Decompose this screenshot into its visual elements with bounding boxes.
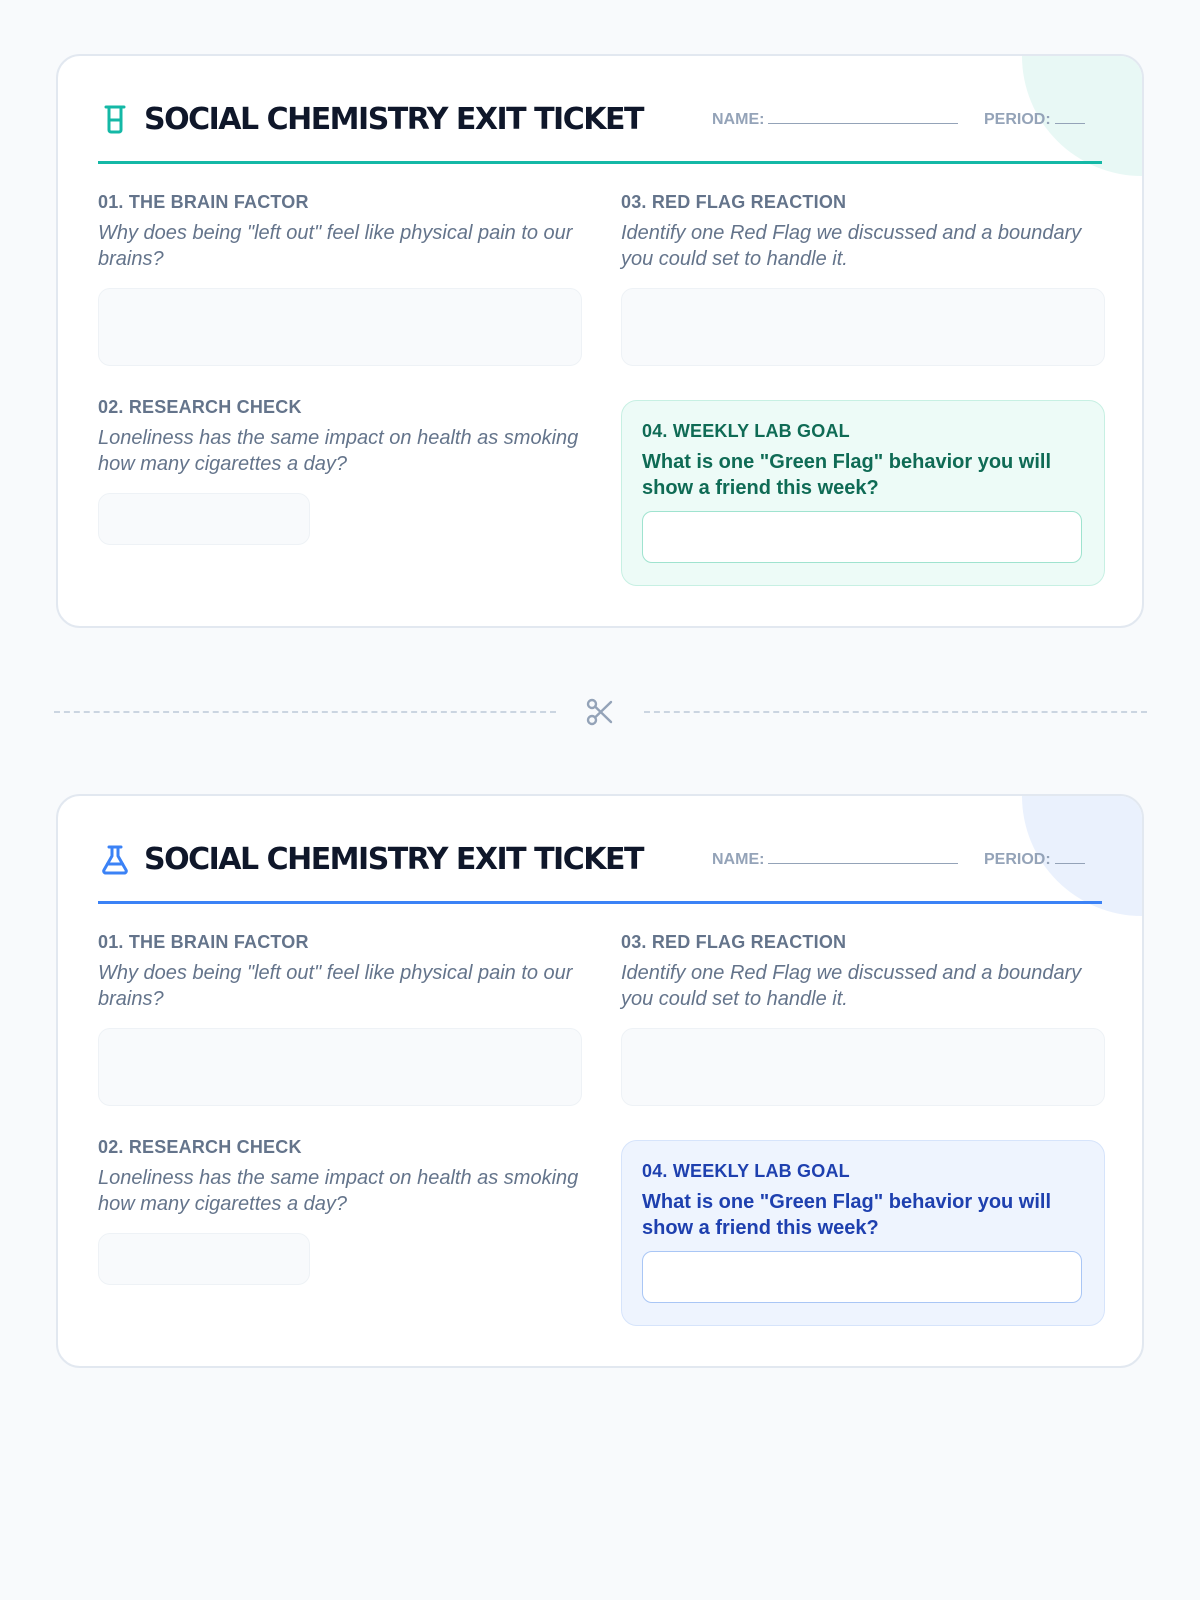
question-label: 01. THE BRAIN FACTOR xyxy=(98,932,309,952)
goal-answer-input[interactable] xyxy=(642,1251,1082,1303)
period-label: PERIOD: xyxy=(984,111,1051,128)
cut-line-left xyxy=(54,711,556,713)
name-label: NAME: xyxy=(712,851,765,868)
weekly-lab-goal-card xyxy=(621,400,1105,586)
ticket-title: SOCIAL CHEMISTRY EXIT TICKET xyxy=(144,842,643,877)
question-research-check xyxy=(98,1135,582,1285)
question-label: 02. RESEARCH CHECK xyxy=(98,397,302,417)
period-blank[interactable] xyxy=(1055,849,1085,864)
weekly-lab-goal-card xyxy=(621,1140,1105,1326)
question-label: 03. RED FLAG REACTION xyxy=(621,932,847,952)
period-label: PERIOD: xyxy=(984,851,1051,868)
answer-box[interactable] xyxy=(621,288,1105,366)
goal-answer-input[interactable] xyxy=(642,511,1082,563)
question-label: 01. THE BRAIN FACTOR xyxy=(98,192,309,212)
question-label: 03. RED FLAG REACTION xyxy=(621,192,847,212)
question-research-check xyxy=(98,395,582,545)
answer-box[interactable] xyxy=(98,1028,582,1106)
question-brain-factor xyxy=(98,930,582,1106)
question-text: Why does being "left out" feel like physical pain to our brains? xyxy=(98,962,573,1010)
question-text: Identify one Red Flag we discussed and a boundary you could set to handle it. xyxy=(621,962,1082,1010)
question-text: Loneliness has the same impact on health as smoking how many cigarettes a day? xyxy=(98,427,579,475)
name-blank[interactable] xyxy=(768,849,958,864)
scissors-icon xyxy=(584,696,616,728)
flask-icon xyxy=(98,843,132,877)
period-field[interactable] xyxy=(984,848,1085,872)
goal-label: 04. WEEKLY LAB GOAL xyxy=(642,1161,850,1181)
question-text: Why does being "left out" feel like physical pain to our brains? xyxy=(98,222,573,270)
question-text: Identify one Red Flag we discussed and a boundary you could set to handle it. xyxy=(621,222,1082,270)
answer-box[interactable] xyxy=(621,1028,1105,1106)
question-red-flag-reaction xyxy=(621,930,1105,1106)
goal-question: What is one "Green Flag" behavior you will show a friend this week? xyxy=(642,1191,1052,1239)
ticket-title: SOCIAL CHEMISTRY EXIT TICKET xyxy=(144,102,643,137)
goal-question: What is one "Green Flag" behavior you will show a friend this week? xyxy=(642,451,1052,499)
answer-box[interactable] xyxy=(98,493,310,545)
name-label: NAME: xyxy=(712,111,765,128)
header-divider xyxy=(98,161,1102,164)
question-brain-factor xyxy=(98,190,582,366)
question-label: 02. RESEARCH CHECK xyxy=(98,1137,302,1157)
exit-ticket-1 xyxy=(56,54,1144,628)
header-divider xyxy=(98,901,1102,904)
answer-box[interactable] xyxy=(98,1233,310,1285)
period-field[interactable] xyxy=(984,108,1085,132)
exit-ticket-2 xyxy=(56,794,1144,1368)
goal-label: 04. WEEKLY LAB GOAL xyxy=(642,421,850,441)
name-field[interactable] xyxy=(712,848,958,872)
name-blank[interactable] xyxy=(768,109,958,124)
answer-box[interactable] xyxy=(98,288,582,366)
question-text: Loneliness has the same impact on health as smoking how many cigarettes a day? xyxy=(98,1167,579,1215)
cut-line-right xyxy=(644,711,1147,713)
test-tube-icon xyxy=(98,103,132,137)
ticket-header xyxy=(98,96,1102,164)
question-red-flag-reaction xyxy=(621,190,1105,366)
period-blank[interactable] xyxy=(1055,109,1085,124)
name-field[interactable] xyxy=(712,108,958,132)
ticket-header xyxy=(98,836,1102,904)
